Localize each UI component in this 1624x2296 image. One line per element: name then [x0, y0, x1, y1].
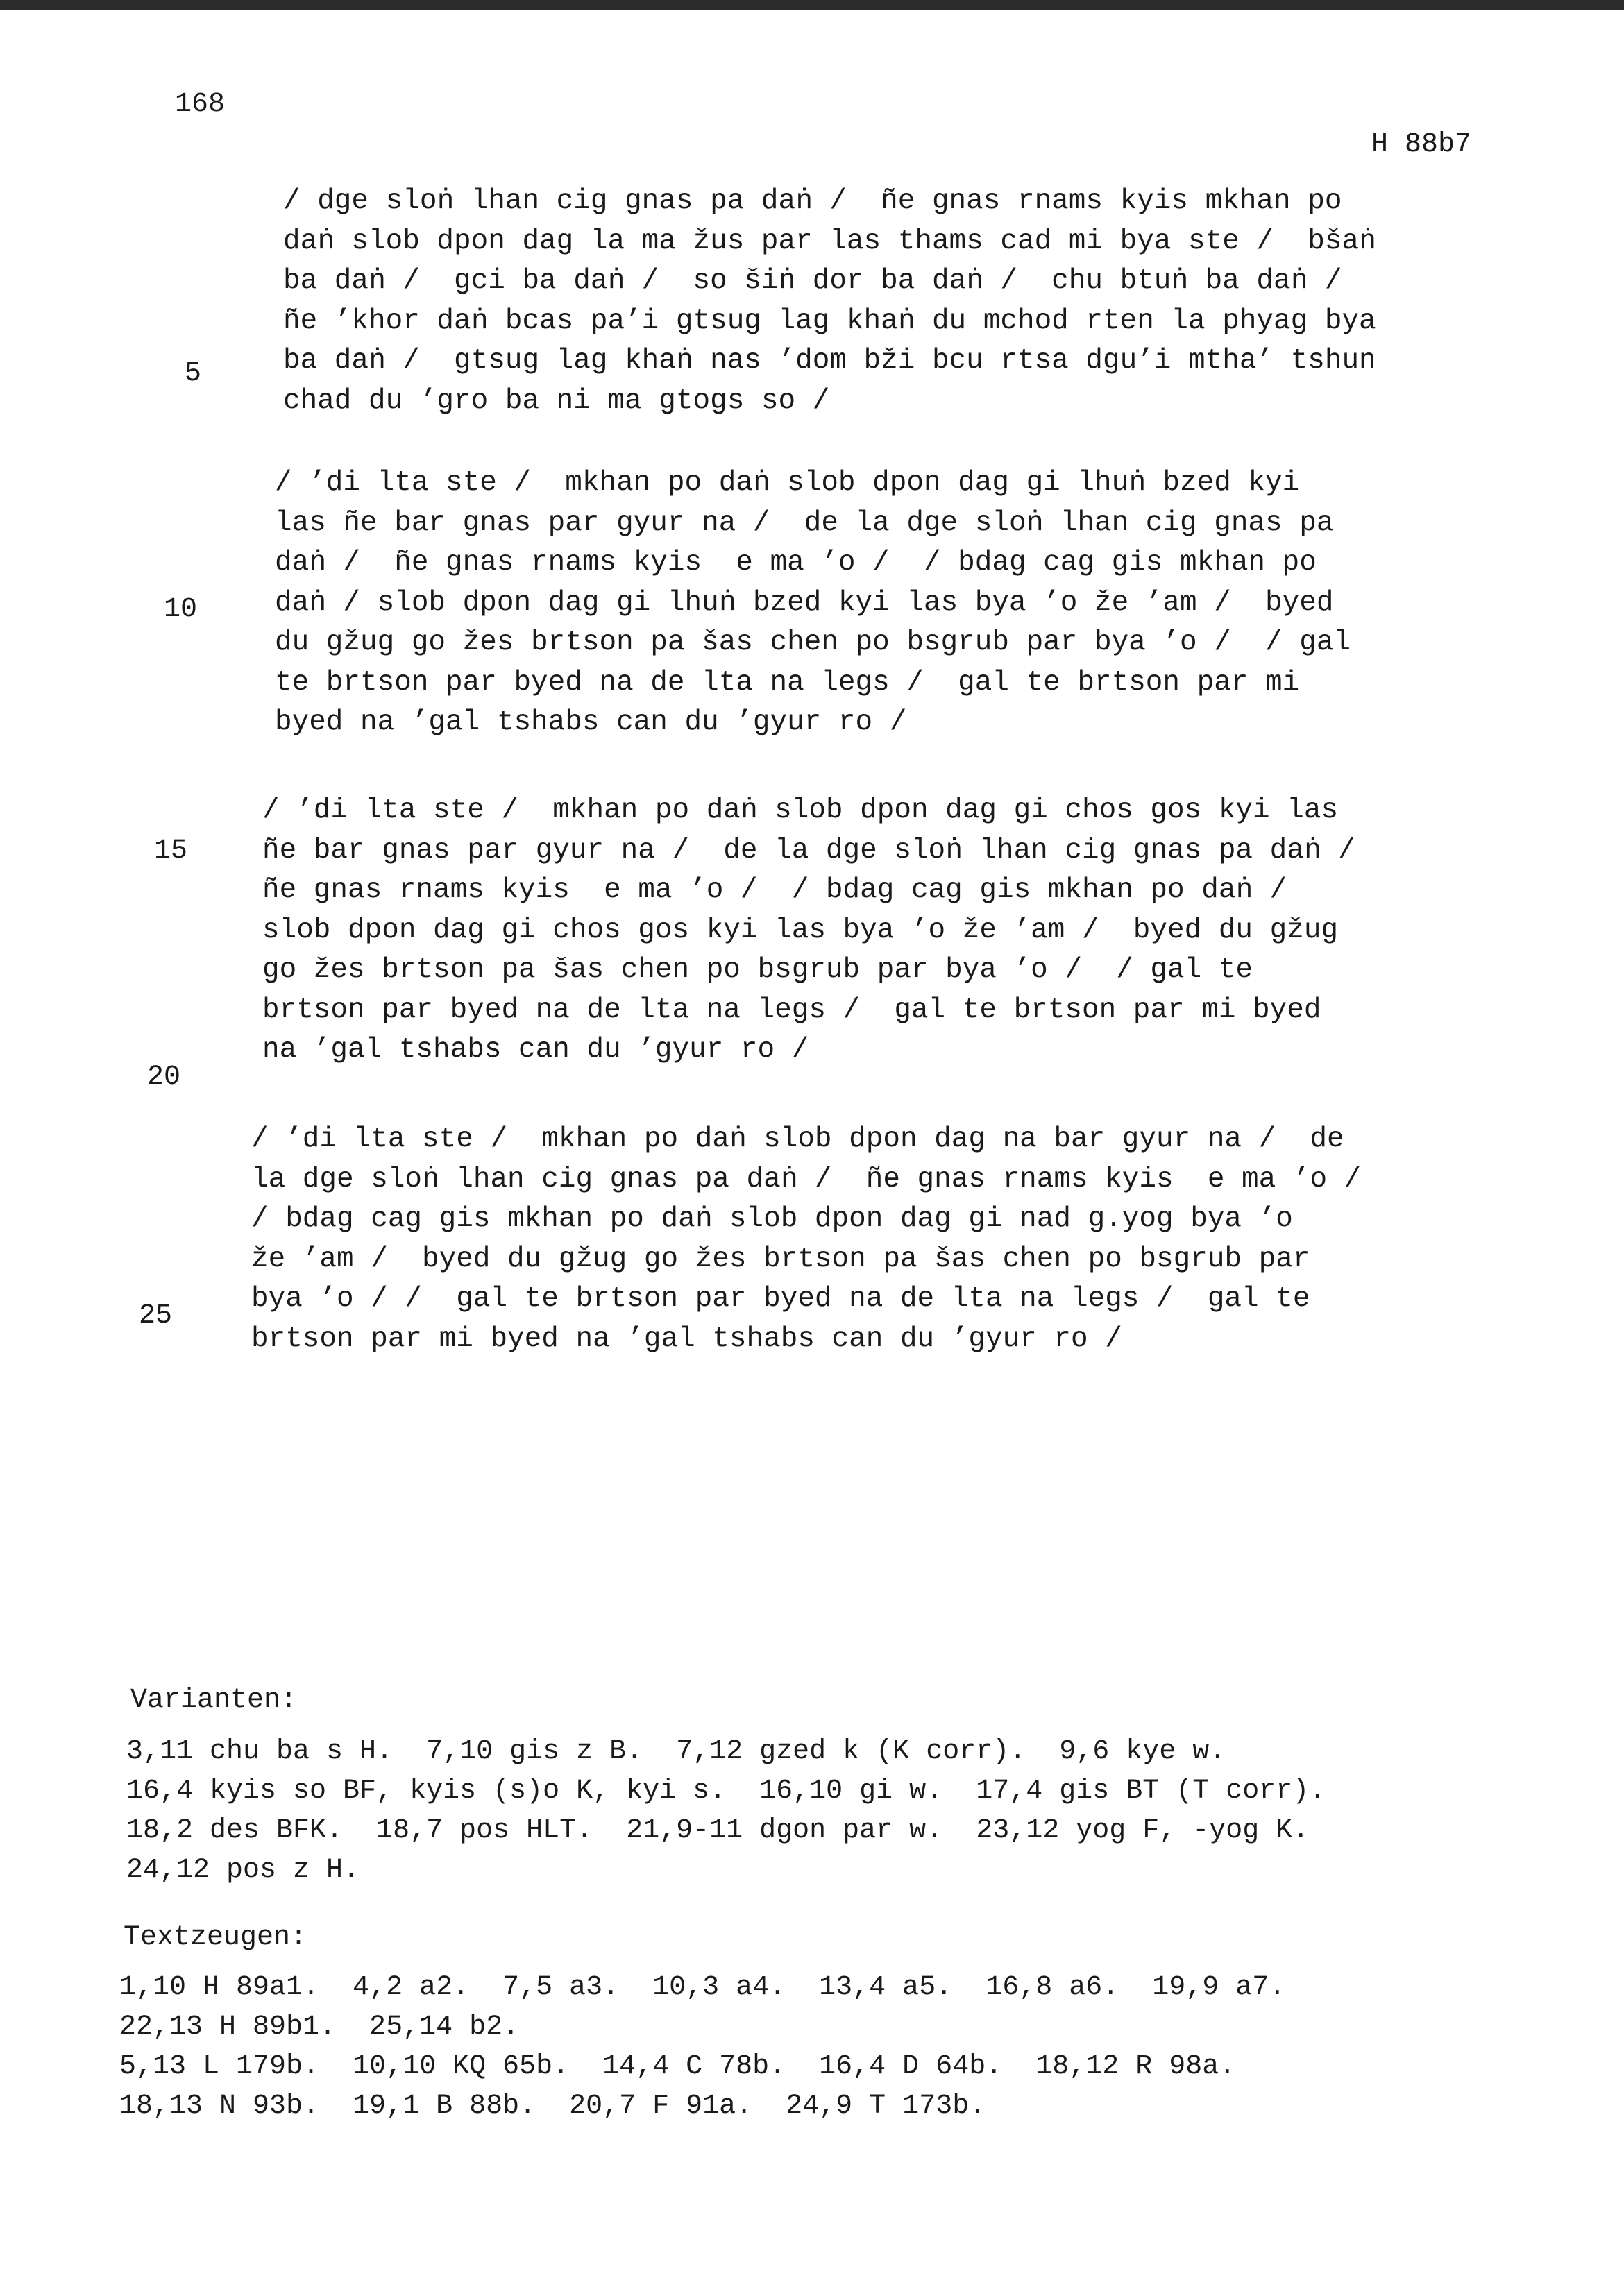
text-line: brtson par mi byed na ’gal tshabs can du ’gyur ro /: [251, 1323, 1122, 1355]
text-paragraph-1: [283, 182, 1491, 421]
text-paragraph-2: [275, 464, 1482, 743]
text-line: daṅ slob dpon dag la ma žus par las thams cad mi bya ste / bšaṅ: [283, 225, 1376, 257]
variant-line: 16,4 kyis so BF, kyis (s)o K, kyi s. 16,10 gi w. 17,4 gis BT (T corr).: [126, 1776, 1326, 1807]
variant-line: 3,11 chu ba s H. 7,10 gis z B. 7,12 gzed k (K corr). 9,6 kye w.: [126, 1736, 1226, 1767]
text-line: daṅ / ñe gnas rnams kyis e ma ’o / / bdag cag gis mkhan po: [275, 547, 1317, 579]
text-line: brtson par byed na de lta na legs / gal te brtson par mi byed: [262, 994, 1321, 1026]
text-line: / dge sloṅ lhan cig gnas pa daṅ / ñe gnas rnams kyis mkhan po: [283, 185, 1342, 217]
line-number-15: 15: [153, 835, 187, 867]
text-line: las ñe bar gnas par gyur na / de la dge sloṅ lhan cig gnas pa: [275, 507, 1334, 539]
witness-line: 22,13 H 89b1. 25,14 b2.: [119, 2012, 520, 2043]
text-line: slob dpon dag gi chos gos kyi las bya ’o že ’am / byed du gžug: [262, 914, 1339, 946]
text-line: ba daṅ / gtsug lag khaṅ nas ’dom bži bcu rtsa dgu’i mtha’ tshun: [283, 345, 1376, 377]
variant-line: 18,2 des BFK. 18,7 pos HLT. 21,9-11 dgon par w. 23,12 yog F, -yog K.: [126, 1815, 1310, 1846]
text-paragraph-3: [262, 791, 1470, 1071]
witness-line: 18,13 N 93b. 19,1 B 88b. 20,7 F 91a. 24,9 T 173b.: [119, 2091, 986, 2122]
text-line: ba daṅ / gci ba daṅ / so šiṅ dor ba daṅ / chu btuṅ ba daṅ /: [283, 265, 1342, 297]
text-line: byed na ’gal tshabs can du ’gyur ro /: [275, 706, 907, 738]
variant-line: 24,12 pos z H.: [126, 1855, 360, 1886]
text-line: bya ’o / / gal te brtson par byed na de lta na legs / gal te: [251, 1283, 1310, 1315]
text-line: / ’di lta ste / mkhan po daṅ slob dpon dag gi lhuṅ bzed kyi: [275, 467, 1300, 499]
text-line: / bdag cag gis mkhan po daṅ slob dpon dag gi nad g.yog bya ’o: [251, 1203, 1293, 1235]
text-paragraph-4: [251, 1120, 1459, 1359]
text-line: chad du ’gro ba ni ma gtogs so /: [283, 384, 830, 417]
manuscript-siglum: H 88b7: [1371, 129, 1471, 160]
text-line: la dge sloṅ lhan cig gnas pa daṅ / ñe gnas rnams kyis e ma ’o /: [251, 1163, 1362, 1196]
text-line: / ’di lta ste / mkhan po daṅ slob dpon dag gi chos gos kyi las: [262, 794, 1339, 826]
page-number: 168: [175, 89, 226, 120]
text-line: daṅ / slob dpon dag gi lhuṅ bzed kyi las bya ’o že ’am / byed: [275, 586, 1334, 619]
text-line: ñe ’khor daṅ bcas pa’i gtsug lag khaṅ du mchod rten la phyag bya: [283, 305, 1376, 337]
varianten-notes: [126, 1732, 1500, 1890]
text-line: na ’gal tshabs can du ’gyur ro /: [262, 1034, 809, 1066]
line-number-10: 10: [163, 594, 197, 625]
textzeugen-notes: [119, 1968, 1494, 2126]
textzeugen-heading: Textzeugen:: [124, 1922, 307, 1953]
text-line: go žes brtson pa šas chen po bsgrub par bya ’o / / gal te: [262, 954, 1253, 986]
scan-top-border: [0, 0, 1624, 10]
line-number-25: 25: [138, 1300, 172, 1332]
varianten-heading: Varianten:: [130, 1685, 298, 1716]
text-line: / ’di lta ste / mkhan po daṅ slob dpon dag na bar gyur na / de: [251, 1123, 1344, 1155]
witness-line: 5,13 L 179b. 10,10 KQ 65b. 14,4 C 78b. 16,4 D 64b. 18,12 R 98a.: [119, 2051, 1236, 2082]
text-line: ñe gnas rnams kyis e ma ’o / / bdag cag gis mkhan po daṅ /: [262, 874, 1287, 906]
text-line: že ’am / byed du gžug go žes brtson pa šas chen po bsgrub par: [251, 1243, 1310, 1275]
line-number-20: 20: [146, 1062, 180, 1093]
text-line: ñe bar gnas par gyur na / de la dge sloṅ lhan cig gnas pa daṅ /: [262, 834, 1355, 867]
witness-line: 1,10 H 89a1. 4,2 a2. 7,5 a3. 10,3 a4. 13,4 a5. 16,8 a6. 19,9 a7.: [119, 1972, 1286, 2003]
line-number-5: 5: [184, 358, 201, 389]
text-line: du gžug go žes brtson pa šas chen po bsgrub par bya ’o / / gal: [275, 627, 1351, 658]
text-line: te brtson par byed na de lta na legs / gal te brtson par mi: [275, 666, 1300, 699]
